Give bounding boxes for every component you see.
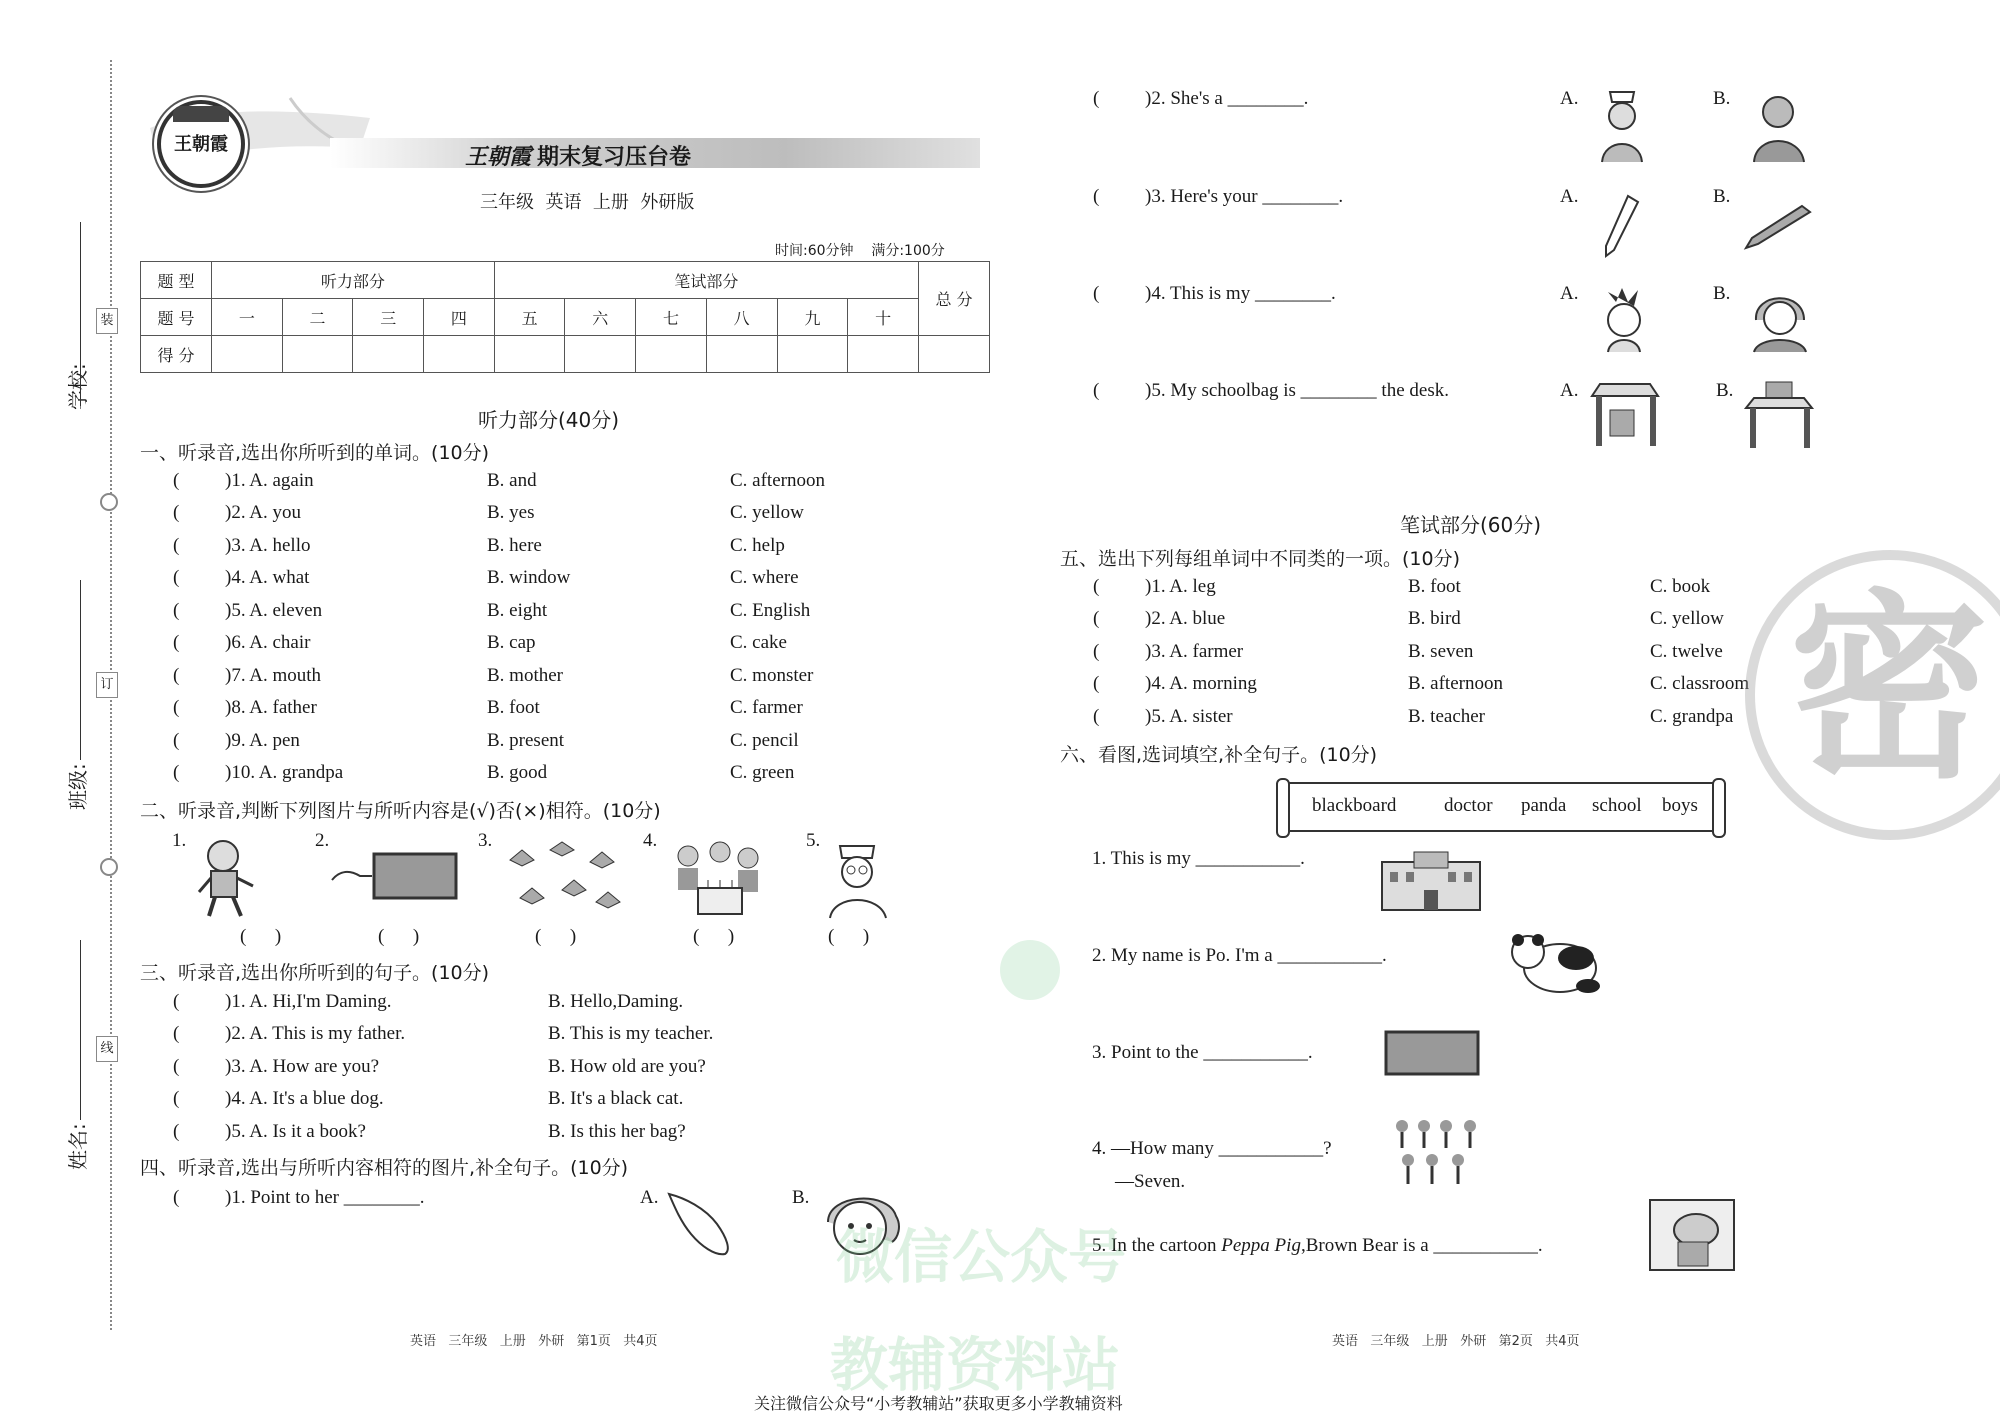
pointing-blackboard-picture (330, 852, 460, 902)
answer-box[interactable]: ( ) (240, 926, 282, 947)
fill-sentence: 4. —How many ___________? (1092, 1138, 1332, 1159)
writing-header: 笔试部分 (494, 262, 918, 299)
family-cake-picture (670, 838, 765, 918)
answer-paren[interactable]: ( (1093, 706, 1100, 727)
question-text: )2. She's a ________. (1145, 88, 1309, 109)
question-number: 九 (777, 299, 848, 336)
answer-paren[interactable]: ( (1093, 673, 1100, 694)
scroll-end (1276, 778, 1290, 838)
answer-paren[interactable]: ( (173, 1121, 180, 1142)
section1-list (0, 470, 1000, 790)
question-text: )3. Here's your ________. (1145, 186, 1344, 207)
answer-paren[interactable]: ( (173, 665, 180, 686)
list-item: ( )4. A. It's a blue dog. B. It's a black cat. (173, 1088, 684, 1109)
word-option: school (1592, 795, 1642, 816)
list-item: ( )5. A. sister B. teacher C. grandpa (1093, 706, 1734, 727)
boy-picture (195, 836, 257, 920)
word-option: blackboard (1312, 795, 1397, 816)
banner-title: 期末复习压台卷 (537, 145, 692, 170)
fill-sentence: 1. This is my ___________. (1092, 848, 1305, 869)
boys-picture (1390, 1116, 1500, 1190)
name-label: 姓名: (66, 1123, 90, 1170)
blackboard-picture (1382, 1028, 1482, 1078)
question-number: 八 (706, 299, 777, 336)
list-item: ( )5. A. Is it a book? B. Is this her bag? (173, 1121, 686, 1142)
answer-paren[interactable]: ( (1093, 283, 1100, 304)
section4-title: 四、听录音,选出与所听内容相符的图片,补全句子。(10分) (140, 1157, 629, 1179)
answer-paren[interactable]: ( (173, 632, 180, 653)
subtitle: 三年级 英语 上册 外研版 (480, 192, 695, 213)
answer-paren[interactable]: ( (173, 600, 180, 621)
answer-paren[interactable]: ( (173, 1056, 180, 1077)
scroll-end (1712, 778, 1726, 838)
option-label: A. (1560, 186, 1579, 207)
answer-paren[interactable]: ( (173, 730, 180, 751)
hand-picture (665, 1188, 735, 1258)
score-cell[interactable] (353, 336, 424, 373)
question-text: )5. My schoolbag is ________ the desk. (1145, 380, 1449, 401)
boy-face-picture (1594, 284, 1654, 354)
class-label: 班级: (66, 763, 90, 810)
answer-paren[interactable]: ( (1093, 186, 1100, 207)
binding-hole (100, 858, 118, 876)
question-number: 三 (353, 299, 424, 336)
answer-paren[interactable]: ( (173, 535, 180, 556)
question-number: 六 (565, 299, 636, 336)
grandma-picture (1744, 284, 1814, 354)
list-item: ( )3. A. farmer B. seven C. twelve (1093, 641, 1723, 662)
bag-on-desk-picture (1742, 378, 1818, 450)
question-number: 五 (494, 299, 565, 336)
row-label: 得 分 (141, 336, 212, 373)
list-item: ( )4. A. what B. window C. where (173, 567, 799, 588)
section2-title: 二、听录音,判断下列图片与所听内容是(√)否(×)相符。(10分) (140, 800, 661, 822)
word-option: boys (1662, 795, 1698, 816)
listening-title: 听力部分(40分) (478, 408, 620, 432)
option-label: B. (1713, 186, 1731, 207)
answer-paren[interactable]: ( (1093, 608, 1100, 629)
answer-box[interactable]: ( ) (535, 926, 577, 947)
answer-paren[interactable]: ( (173, 1088, 180, 1109)
logo-text: 王朝霞 (174, 134, 228, 154)
option-label: B. (1713, 88, 1731, 109)
pencil-picture (1600, 194, 1640, 260)
binding-mark: 线 (96, 1036, 118, 1062)
score-cell[interactable] (282, 336, 353, 373)
time-info: 时间:60分钟 满分:100分 (775, 243, 945, 259)
option-label: A. (1560, 283, 1579, 304)
watermark-line2: 教辅资料站 (830, 1331, 1121, 1399)
question-number: 四 (424, 299, 495, 336)
score-cell[interactable] (919, 336, 990, 373)
question-number: 二 (282, 299, 353, 336)
row-label: 题 型 (141, 262, 212, 299)
score-cell[interactable] (212, 336, 283, 373)
section3-title: 三、听录音,选出你所听到的句子。(10分) (140, 962, 490, 984)
watermark-logo (1000, 940, 1060, 1000)
binding-mark: 装 (96, 308, 118, 334)
option-label: A. (1560, 380, 1579, 401)
school-label: 学校: (66, 363, 90, 410)
total-header: 总 分 (919, 262, 990, 336)
list-item: ( )1. A. Hi,I'm Daming. B. Hello,Daming. (173, 991, 684, 1012)
picture-number: 2. (315, 830, 330, 851)
answer-paren[interactable]: ( (1093, 380, 1100, 401)
fill-sentence: 5. In the cartoon Peppa Pig,Brown Bear is a ___________. (1092, 1235, 1543, 1256)
section6-title: 六、看图,选词填空,补全句子。(10分) (1060, 744, 1378, 766)
birds-picture (500, 840, 630, 920)
question-number: 一 (212, 299, 283, 336)
page-footer-right: 英语 三年级 上册 外研 第2页 共4页 (1332, 1334, 1580, 1349)
answer-paren[interactable]: ( (173, 1023, 180, 1044)
banner-brand: 王朝霞 (465, 144, 532, 169)
fill-sentence: 2. My name is Po. I'm a ___________. (1092, 945, 1387, 966)
listening-header: 听力部分 (212, 262, 495, 299)
answer-paren[interactable]: ( (173, 697, 180, 718)
watermark-line1: 微信公众号 (836, 1223, 1127, 1291)
picture-number: 1. (172, 830, 187, 851)
word-option: panda (1521, 795, 1567, 816)
list-item: ( )7. A. mouth B. mother C. monster (173, 665, 814, 686)
list-item: ( )6. A. chair B. cap C. cake (173, 632, 787, 653)
pen-picture (1742, 202, 1812, 252)
option-label: B. (1716, 380, 1734, 401)
answer-paren[interactable]: ( (1093, 576, 1100, 597)
peppa-pig-picture (1648, 1198, 1736, 1272)
binding-mark: 订 (96, 672, 118, 698)
bag-under-desk-picture (1588, 380, 1664, 450)
section5-title: 五、选出下列每组单词中不同类的一项。(10分) (1060, 548, 1461, 570)
answer-paren[interactable]: ( (1093, 88, 1100, 109)
secret-stamp: 密 (1745, 550, 2000, 840)
option-label: B. (1713, 283, 1731, 304)
answer-line: —Seven. (1115, 1171, 1186, 1192)
list-item: ( )3. A. hello B. here C. help (173, 535, 785, 556)
list-item: ( )9. A. pen B. present C. pencil (173, 730, 799, 751)
answer-paren[interactable]: ( (173, 502, 180, 523)
picture-number: 4. (643, 830, 658, 851)
page-footer-left: 英语 三年级 上册 外研 第1页 共4页 (410, 1334, 658, 1349)
list-item: ( )4. A. morning B. afternoon C. classroom (1093, 673, 1750, 694)
list-item: ( )2. A. you B. yes C. yellow (173, 502, 804, 523)
option-label: A. (1560, 88, 1579, 109)
answer-paren[interactable]: ( (1093, 641, 1100, 662)
fill-sentence: 3. Point to the ___________. (1092, 1042, 1313, 1063)
score-cell[interactable] (565, 336, 636, 373)
option-label: A. (640, 1187, 659, 1208)
cook-picture (1742, 88, 1814, 164)
score-table (140, 261, 990, 373)
answer-paren[interactable]: ( (173, 1187, 180, 1208)
logo-badge (157, 100, 245, 188)
panda-picture (1500, 928, 1610, 998)
score-cell[interactable] (848, 336, 919, 373)
question-number: 十 (848, 299, 919, 336)
score-cell[interactable] (777, 336, 848, 373)
answer-paren[interactable]: ( (173, 991, 180, 1012)
list-item: ( )5. A. eleven B. eight C. English (173, 600, 811, 621)
school-field[interactable] (80, 222, 81, 406)
score-cell[interactable] (706, 336, 777, 373)
answer-paren[interactable]: ( (173, 762, 180, 783)
answer-box[interactable]: ( ) (693, 926, 735, 947)
answer-box[interactable]: ( ) (828, 926, 870, 947)
question-text: )1. Point to her ________. (225, 1187, 425, 1208)
list-item: ( )10. A. grandpa B. good C. green (173, 762, 795, 783)
answer-paren[interactable]: ( (173, 470, 180, 491)
list-item: ( )2. A. blue B. bird C. yellow (1093, 608, 1724, 629)
crown-icon (173, 106, 229, 122)
section1-title: 一、听录音,选出你所听到的单词。(10分) (140, 442, 490, 464)
score-cell[interactable] (494, 336, 565, 373)
list-item: ( )3. A. How are you? B. How old are you? (173, 1056, 706, 1077)
section3-list (0, 991, 1000, 1161)
answer-box[interactable]: ( ) (378, 926, 420, 947)
list-item: ( )1. A. leg B. foot C. book (1093, 576, 1711, 597)
writing-title: 笔试部分(60分) (1400, 513, 1542, 537)
word-option: doctor (1444, 795, 1493, 816)
list-item: ( )8. A. father B. foot C. farmer (173, 697, 803, 718)
nurse-picture (1592, 88, 1652, 164)
list-item: ( )2. A. This is my father. B. This is my teacher. (173, 1023, 714, 1044)
school-picture (1378, 848, 1484, 914)
question-number: 七 (636, 299, 707, 336)
question-text: )4. This is my ________. (1145, 283, 1336, 304)
option-label: B. (792, 1187, 810, 1208)
score-cell[interactable] (636, 336, 707, 373)
score-cell[interactable] (424, 336, 495, 373)
bottom-note: 关注微信公众号“小考教辅站”获取更多小学教辅资料 (754, 1394, 1123, 1413)
row-label: 题 号 (141, 299, 212, 336)
picture-number: 5. (806, 830, 821, 851)
picture-number: 3. (478, 830, 493, 851)
doctor-picture (820, 836, 895, 920)
answer-paren[interactable]: ( (173, 567, 180, 588)
word-bank (1282, 782, 1720, 832)
list-item: ( )1. A. again B. and C. afternoon (173, 470, 825, 491)
